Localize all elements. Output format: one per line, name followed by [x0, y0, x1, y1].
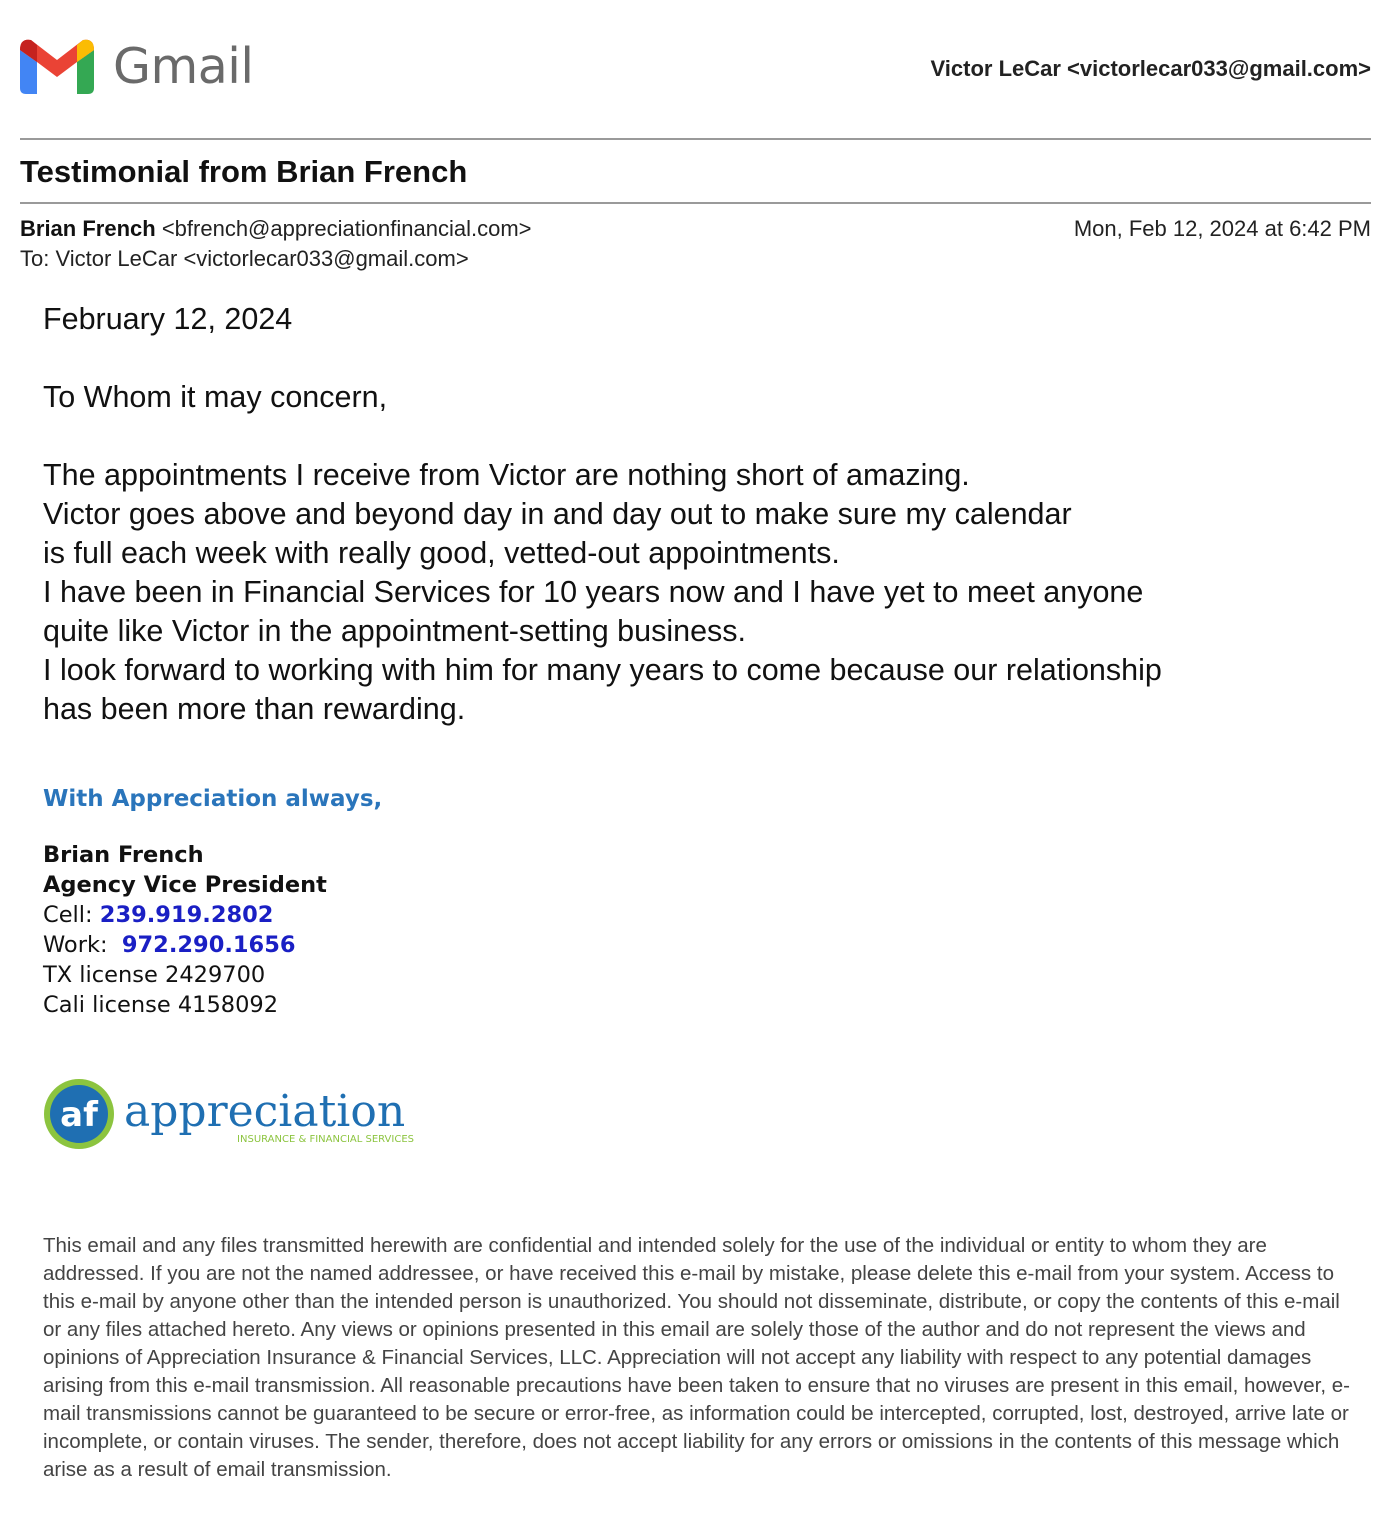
account-label: Victor LeCar <victorlecar033@gmail.com> [930, 56, 1371, 81]
cell-phone-link[interactable]: 239.919.2802 [99, 902, 274, 928]
body-line: has been more than rewarding. [43, 692, 466, 726]
appreciation-logo [42, 1076, 422, 1154]
sender-email: <bfrench@appreciationfinancial.com> [161, 216, 532, 241]
recipient-line: To: Victor LeCar <victorlecar033@gmail.com> [20, 246, 469, 271]
work-phone-link[interactable]: 972.290.1656 [121, 932, 296, 958]
body-line: I look forward to working with him for many years to come because our relationship [43, 653, 1162, 687]
work-label: Work: [43, 932, 122, 958]
sender-name: Brian French [20, 216, 156, 241]
body-line: quite like Victor in the appointment-setting business. [43, 614, 747, 648]
legal-disclaimer: This email and any files transmitted herewith are confidential and intended solely for the use of the individual or entity to whom they are addressed. If you are not the named addressee, or have received this e-mail by mistake, please delete this e-mail from your system. Access to this e-mail by anyone other than the intended person is unauthorized. You should not disseminate, distribute, or copy the contents of this e-mail or any files attached hereto. Any views or opinions presented in this email are solely those of the author and do not represent the views and opinions of Appreciation Insurance & Financial Services, LLC. Appreciation will not accept any liability with respect to any potential damages arising from this e-mail transmission. All reasonable precautions have been taken to ensure that no viruses are present in this email, however, e-mail transmissions cannot be guaranteed to be secure or error-free, as information could be intercepted, corrupted, lost, destroyed, arrive late or incomplete, or contain viruses. The sender, therefore, does not accept liability for any errors or omissions in the contents of this message which arise as a result of email transmission. [43, 1234, 1350, 1481]
tx-license: TX license 2429700 [43, 962, 266, 988]
email-date: Mon, Feb 12, 2024 at 6:42 PM [1073, 216, 1371, 241]
cell-label: Cell: [43, 902, 100, 928]
signoff: With Appreciation always, [43, 786, 383, 812]
subject-divider [20, 202, 1371, 204]
body-line: I have been in Financial Services for 10 years now and I have yet to meet anyone [43, 575, 1144, 609]
body-line: Victor goes above and beyond day in and day out to make sure my calendar [43, 497, 1072, 531]
sender-line [20, 216, 532, 242]
work-line [43, 930, 327, 960]
body-line: is full each week with really good, vetted-out appointments. [43, 536, 840, 570]
letter-greeting: To Whom it may concern, [43, 380, 388, 414]
email-body [43, 300, 1363, 729]
logo-word: appreciation [124, 1086, 406, 1137]
gmail-header [20, 34, 1371, 98]
signature-name: Brian French [43, 842, 204, 868]
logo-tagline: INSURANCE & FINANCIAL SERVICES [237, 1134, 414, 1145]
signature-title: Agency Vice President [43, 872, 327, 898]
signature-block [43, 840, 327, 1020]
cell-line [43, 900, 327, 930]
logo-initials: af [60, 1095, 98, 1135]
gmail-logo-icon [20, 36, 94, 94]
email-subject: Testimonial from Brian French [20, 154, 468, 189]
cali-license: Cali license 4158092 [43, 992, 279, 1018]
body-line: The appointments I receive from Victor are nothing short of amazing. [43, 458, 970, 492]
header-divider [20, 138, 1371, 140]
gmail-wordmark: Gmail [113, 38, 254, 95]
letter-date: February 12, 2024 [43, 302, 293, 336]
